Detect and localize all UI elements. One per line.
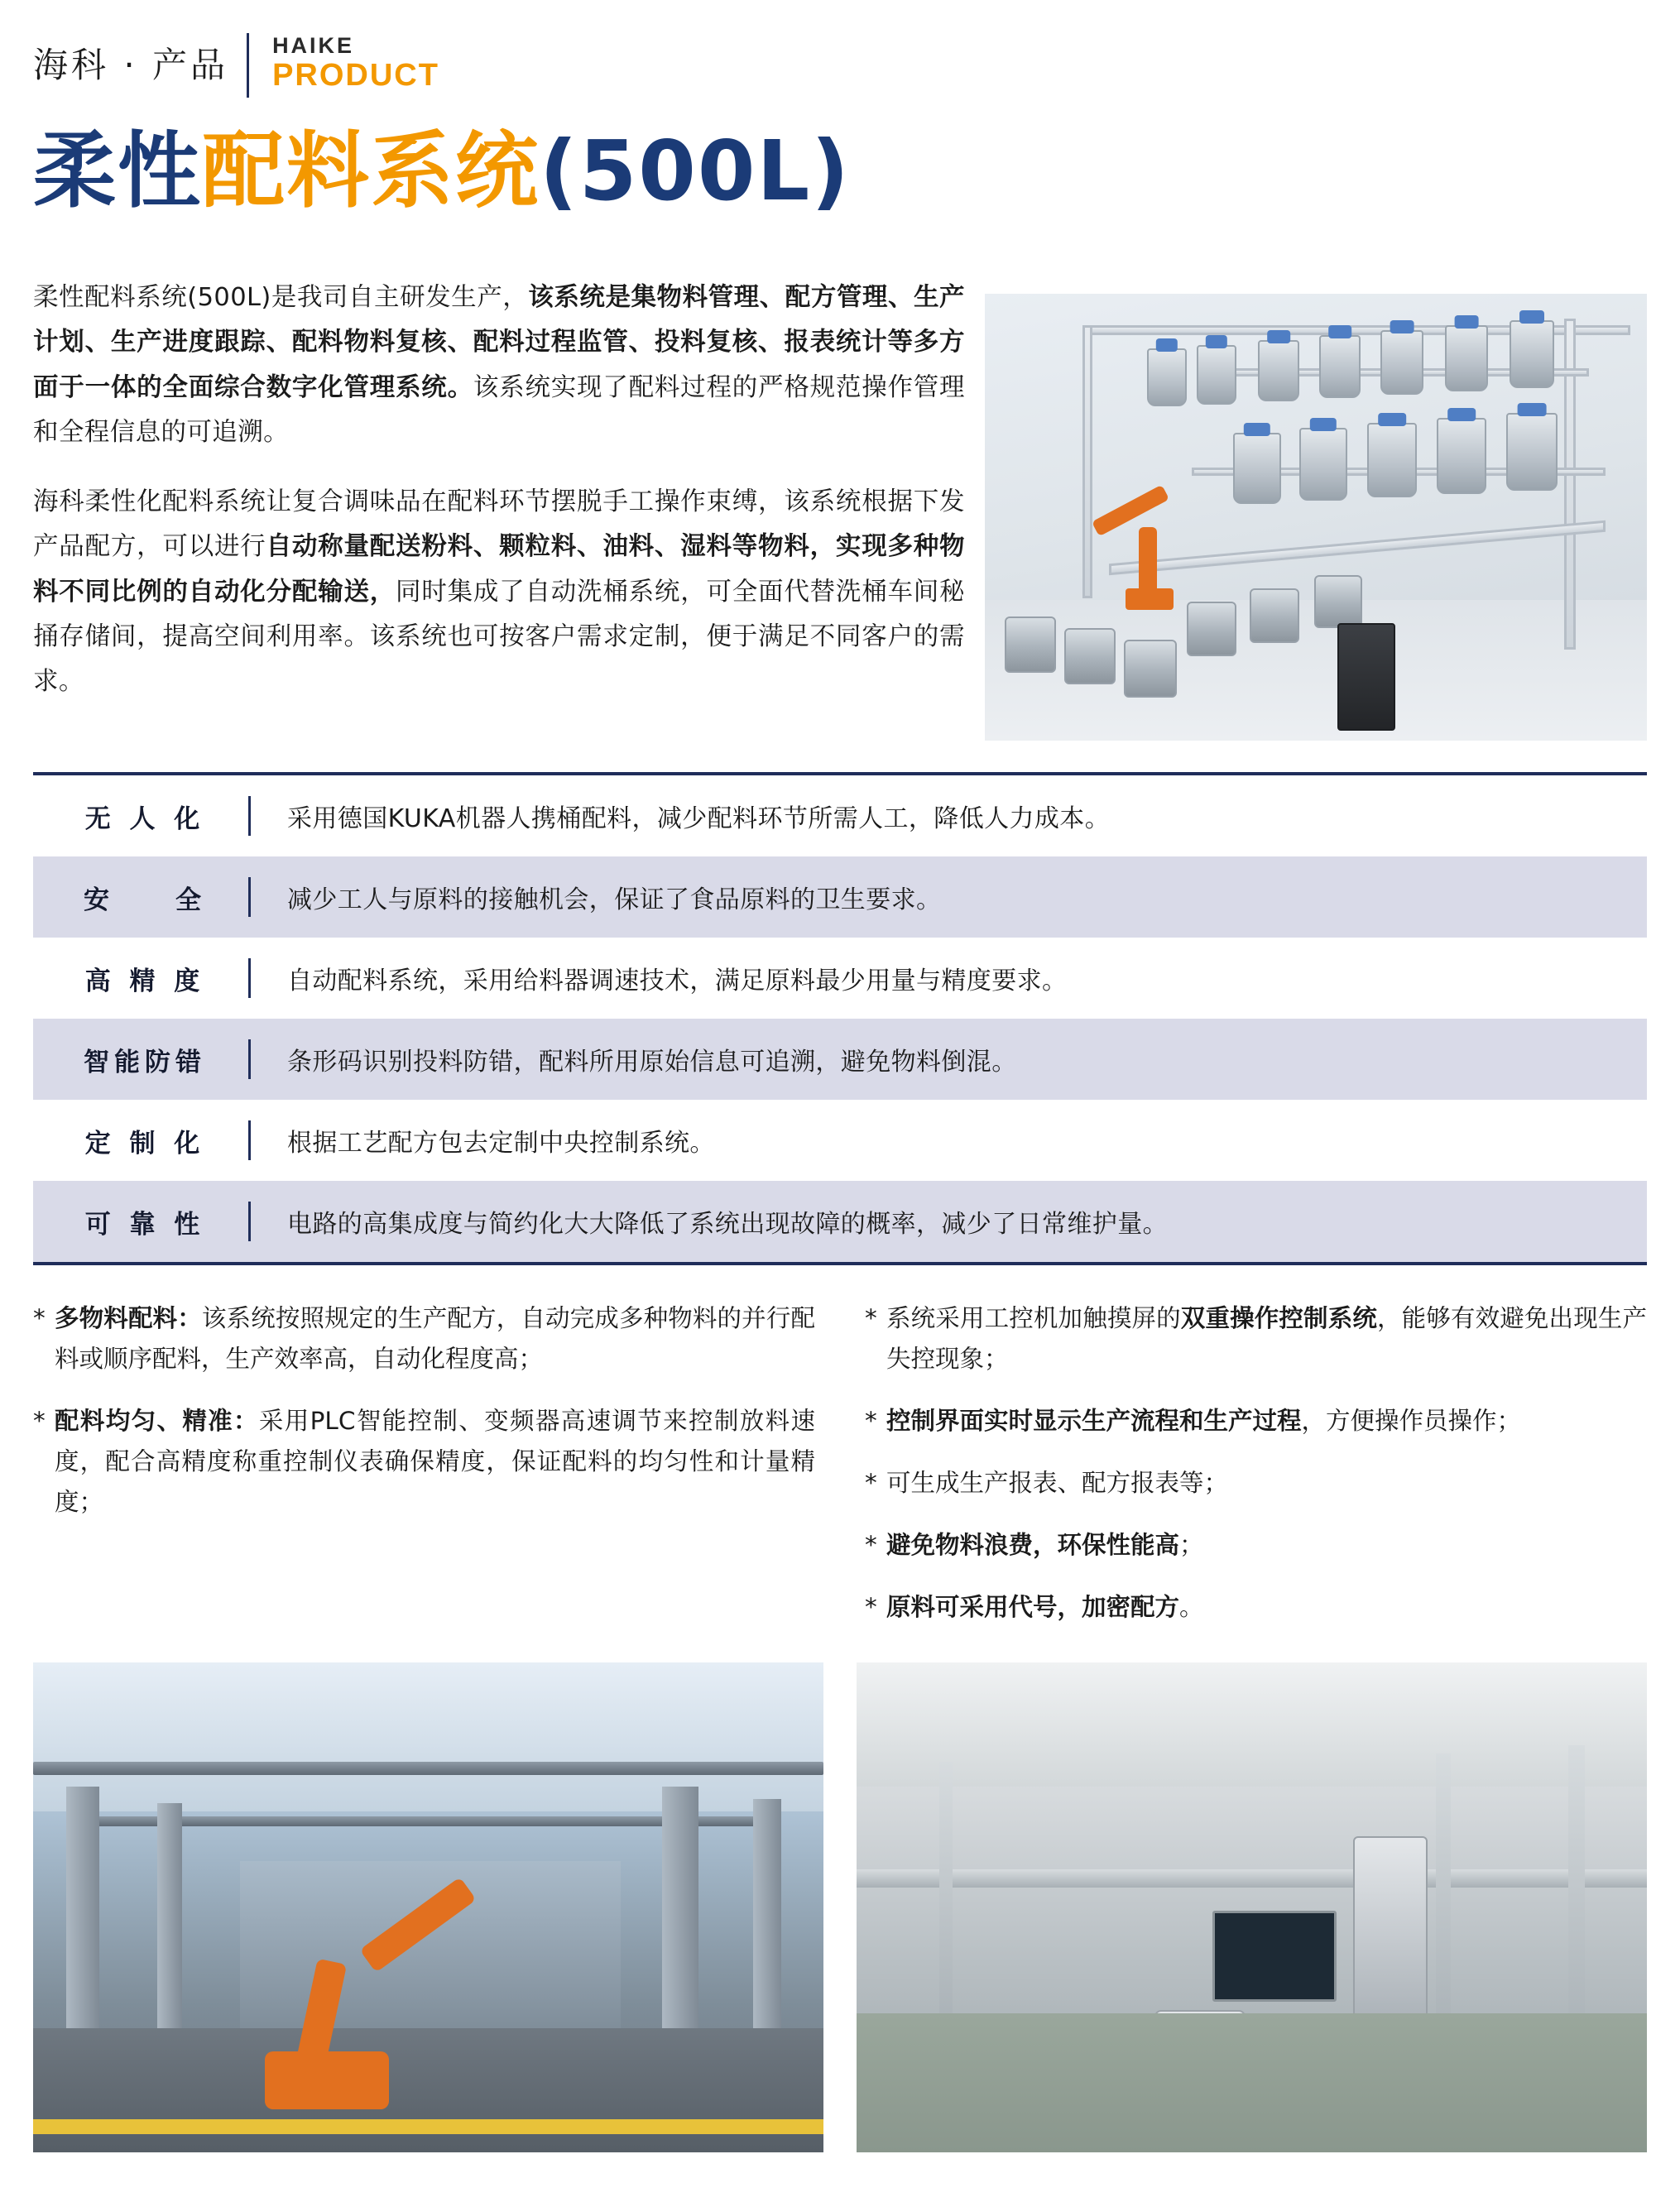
bullet-marker: *: [33, 1304, 46, 1332]
photo-rail-post-1: [939, 1762, 953, 2035]
hero-conveyor-deck: [1109, 521, 1606, 575]
photo-pillar-left: [66, 1787, 99, 2060]
bullet-item: [865, 1298, 1647, 1379]
drum-3: [1124, 640, 1177, 698]
feature-divider: [248, 958, 251, 998]
feature-row: [33, 1019, 1647, 1100]
intro-p1-b: 该系统是集物料管理、配方管理、生产计划、生产进度跟踪、配料物料复核、配料过程监管、投料复核、报表统计等多方面于一体的全面综合数字化管理系统。: [33, 283, 965, 402]
bullet-item: [865, 1401, 1647, 1442]
bullet-marker: *: [865, 1304, 877, 1332]
feature-divider: [248, 1039, 251, 1079]
hopper-u2: [1197, 345, 1236, 405]
intro-p1-c: 该系统实现了配料过程的严格规范操作管理和全程信息的可追溯。: [33, 372, 965, 447]
hopper-valve-cap: [1156, 338, 1178, 352]
feature-desc: 自动配料系统，采用给料器调速技术，满足原料最少用量与精度要求。: [287, 967, 1068, 995]
intro-p2-b: 自动称量配送粉料、颗粒料、油料、湿料等物料，实现多种物料不同比例的自动化分配输送，: [33, 532, 965, 607]
bullet-marker: *: [33, 1406, 46, 1435]
page-title: [33, 122, 1647, 220]
bullet-bold: 避免物料浪费，环保性能高: [886, 1530, 1180, 1559]
hopper-u7: [1510, 320, 1554, 388]
bullet-text: [55, 1401, 815, 1523]
intro-p2-c: 同时集成了自动洗桶系统，可全面代替洗桶车间秘捅存储间，提高空间利用率。该系统也可按客户需求定制，便于满足不同客户的需求。: [33, 577, 965, 697]
intro-paragraph-1: [33, 276, 965, 455]
bullet-post: ；: [1179, 1530, 1204, 1559]
hopper-l1: [1233, 433, 1281, 504]
bullet-body: 该系统按照规定的生产配方，自动完成多种物料的并行配料或顺序配料，生产效率高，自动化程度高；: [55, 1304, 815, 1373]
hopper-u3: [1258, 340, 1299, 401]
intro-p1-a: 柔性配料系统(500L)是我司自主研发生产，: [33, 283, 529, 312]
hero-frame-left-post: [1082, 325, 1092, 598]
page-title-part3: (500L): [540, 122, 851, 219]
hopper-valve-cap: [1310, 418, 1337, 431]
photo-room-floor: [857, 2013, 1647, 2152]
hopper-valve-cap: [1447, 408, 1476, 421]
hopper-valve-cap: [1206, 335, 1227, 348]
bullet-lead: 多物料配料：: [55, 1304, 202, 1332]
brand-en-line2: PRODUCT: [272, 58, 439, 94]
robot-upper-arm: [1092, 485, 1169, 537]
bullet-item: [865, 1587, 1647, 1628]
bullet-marker: *: [865, 1530, 877, 1559]
feature-row: [33, 938, 1647, 1019]
drum-4: [1187, 602, 1236, 656]
bullet-bold: 控制界面实时显示生产流程和生产过程: [886, 1406, 1302, 1435]
bullet-post: ，能够有效避免出现生产失控现象；: [886, 1304, 1647, 1373]
bullet-pre: 可生成生产报表、配方报表等；: [886, 1468, 1229, 1497]
robot-base: [1126, 588, 1174, 610]
bullet-marker: *: [865, 1406, 877, 1435]
hopper-u5: [1380, 330, 1423, 395]
drum-2: [1064, 628, 1116, 684]
photo-robot-line: [33, 1662, 823, 2152]
hopper-valve-cap: [1455, 315, 1479, 329]
feature-desc: 采用德国KUKA机器人携桶配料，减少配料环节所需人工，降低人力成本。: [287, 804, 1111, 833]
hopper-u4: [1319, 335, 1361, 398]
hopper-l5: [1506, 413, 1558, 491]
bullet-text: [886, 1463, 1647, 1504]
hopper-valve-cap: [1244, 423, 1270, 436]
hopper-valve-cap: [1378, 413, 1406, 426]
feature-label: 定 制 化: [84, 1128, 205, 1159]
photo-rail-post-2: [1436, 1753, 1451, 2043]
drum-5: [1250, 588, 1299, 643]
bullet-columns: [33, 1298, 1647, 1628]
bullet-post: 。: [1179, 1592, 1204, 1621]
photo-robot-base: [265, 2051, 389, 2109]
feature-divider: [248, 877, 251, 917]
brand-name-en: [272, 28, 439, 94]
bullet-text: [55, 1298, 815, 1379]
hopper-valve-cap: [1267, 330, 1290, 343]
hopper-valve-cap: [1328, 325, 1351, 338]
photo-pillar-right: [662, 1787, 698, 2068]
brand-name-cn: 海科 · 产品: [33, 45, 229, 85]
brand-en-line1: HAIKE: [272, 33, 355, 58]
photo-hoist-column: [1353, 1836, 1428, 2027]
hopper-valve-cap: [1519, 310, 1544, 324]
hero-equipment-render: [985, 294, 1647, 741]
bullet-item: [33, 1298, 815, 1379]
feature-row: [33, 1181, 1647, 1262]
hopper-l4: [1437, 418, 1486, 494]
photo-ceiling: [33, 1662, 823, 1811]
intro-section: [33, 276, 1647, 741]
feature-desc: 减少工人与原料的接触机会，保证了食品原料的卫生要求。: [287, 885, 942, 914]
drum-6: [1314, 575, 1362, 628]
page-title-part2: 配料系统: [202, 122, 540, 219]
photo-pillar-left-2: [157, 1803, 182, 2051]
feature-label: 可 靠 性: [84, 1209, 205, 1240]
intro-paragraph-2: [33, 480, 965, 704]
photo-floor-yellow-line: [33, 2119, 823, 2134]
intro-text: [33, 276, 965, 705]
feature-label: 智能防错: [84, 1047, 206, 1077]
feature-label: 无 人 化: [84, 804, 205, 834]
bullet-body: 采用PLC智能控制、变频器高速调节来控制放料速度，配合高精度称重控制仪表确保精度，保证配料的均匀性和计量精度；: [55, 1406, 815, 1516]
photo-rail-post-3: [1568, 1745, 1585, 2051]
photo-equipment-block: [240, 1861, 621, 2035]
feature-desc: 电路的高集成度与简约化大大降低了系统出现故障的概率，减少了日常维护量。: [287, 1210, 1168, 1239]
feature-desc: 条形码识别投料防错，配料所用原始信息可追溯，避免物料倒混。: [287, 1048, 1017, 1077]
bullet-marker: *: [865, 1468, 877, 1497]
control-cabinet: [1337, 623, 1395, 731]
feature-row: [33, 1100, 1647, 1181]
feature-table: [33, 772, 1647, 1265]
brand-divider: [247, 33, 249, 98]
feature-label: 高 精 度: [84, 966, 205, 996]
feature-label: 安 全: [84, 885, 206, 915]
bullet-text: [886, 1587, 1647, 1628]
photo-hmi-screen: [1212, 1911, 1337, 2002]
photo-equipment-room: [857, 1662, 1647, 2152]
brand-header: [33, 28, 1647, 114]
bullet-pre: 系统采用工控机加触摸屏的: [886, 1304, 1181, 1332]
hopper-l3: [1367, 423, 1417, 497]
drum-1: [1005, 616, 1056, 673]
intro-p2-a: 海科柔性化配料系统让复合调味品在配料环节摆脱手工操作束缚，该系统根据下发产品配方，可以进行: [33, 487, 965, 562]
bullet-bold: 双重操作控制系统: [1180, 1304, 1377, 1332]
feature-desc: 根据工艺配方包去定制中央控制系统。: [287, 1129, 715, 1158]
bullet-column-left: [33, 1298, 815, 1628]
feature-row: [33, 856, 1647, 938]
page-title-part1: 柔性: [33, 122, 202, 219]
feature-divider: [248, 1120, 251, 1160]
hopper-valve-cap: [1390, 320, 1414, 333]
bullet-lead: 配料均匀、精准：: [55, 1406, 259, 1435]
bullet-bold: 原料可采用代号，加密配方: [886, 1592, 1180, 1621]
bullet-post: ，方便操作员操作；: [1301, 1406, 1522, 1435]
bullet-text: [886, 1525, 1647, 1566]
hopper-u6: [1445, 325, 1488, 391]
bullet-item: [33, 1401, 815, 1523]
hopper-valve-cap: [1518, 403, 1547, 416]
bullet-marker: *: [865, 1592, 877, 1621]
photo-rail-horizontal: [857, 1869, 1647, 1888]
bullet-text: [886, 1401, 1647, 1442]
hopper-l2: [1299, 428, 1347, 501]
bullet-item: [865, 1463, 1647, 1504]
feature-divider: [248, 1202, 251, 1241]
photo-gallery: [33, 1662, 1647, 2152]
bullet-item: [865, 1525, 1647, 1566]
bullet-text: [886, 1298, 1647, 1379]
feature-divider: [248, 796, 251, 836]
robot-lower-arm: [1139, 527, 1157, 593]
hopper-u1: [1147, 348, 1187, 406]
photo-pillar-right-2: [753, 1799, 781, 2064]
photo-upper-wall: [857, 1662, 1647, 1787]
photo-beam-1: [33, 1762, 823, 1775]
bullet-column-right: [865, 1298, 1647, 1628]
feature-row: [33, 775, 1647, 856]
